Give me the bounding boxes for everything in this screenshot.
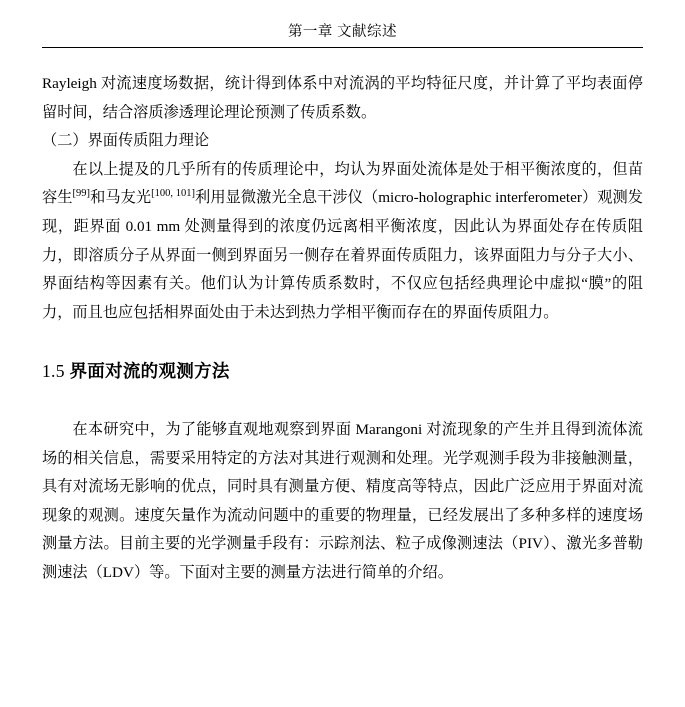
subsection-heading: （二）界面传质阻力理论 — [42, 132, 210, 150]
para2-part-c: 利用显微激光全息干涉仪（micro-holographic interferometer）观测发现，距界面 0.01 mm 处测量得到的浓度仍远离相平衡浓度，因此认为界面处存在传质阻力，即溶质分子从界面一侧到界面另一侧存在着界面传质阻力，该界面阻力与分子大小、界面结构等因素有关。他们认为计算传质系数时，不仅应包括经典理论中虚拟“膜”的阻力，而且也应包括相界面处由于未达到热力学相平衡而存在的界面传质阻力。 — [42, 189, 643, 321]
header-divider — [42, 47, 643, 48]
citation-ref-99: [99] — [72, 188, 91, 200]
section-number: 1.5 — [42, 361, 65, 382]
paragraph-continuation: Rayleigh 对流速度场数据，统计得到体系中对流涡的平均特征尺度，并计算了平均表面停留时间，结合溶质渗透理论理论预测了传质系数。 — [42, 75, 643, 121]
section-heading — [42, 357, 643, 386]
para2-part-a: 在以上提及的几乎所有的传质理论中，均认为界面处流体是处于相平衡浓度的，但苗容生 — [42, 160, 643, 207]
page-header — [42, 0, 643, 47]
para2-part-b: 和马友光 — [90, 189, 152, 207]
running-title: 第一章 文献综述 — [287, 24, 398, 40]
page-body — [42, 70, 643, 588]
section-spacer — [42, 390, 643, 416]
section-title-text: 界面对流的观测方法 — [69, 361, 230, 382]
paragraph-interfacial-resistance — [42, 156, 643, 328]
citation-ref-100-101: [100, 101] — [151, 188, 195, 200]
paragraph-observation-methods: 在本研究中，为了能够直观地观察到界面 Marangoni 对流现象的产生并且得到流体流场的相关信息，需要采用特定的方法对其进行观测和处理。光学观测手段为非接触测量，具有对流场无影响的优点，同时具有测量方便、精度高等特点，因此广泛应用于界面对流现象的观测。速度矢量作为流动问题中的重要的物理量，已经发展出了多种多样的速度场测量方法。目前主要的光学测量手段有：示踪剂法、粒子成像测速法（PIV）、激光多普勒测速法（LDV）等。下面对主要的测量方法进行简单的介绍。 — [42, 420, 643, 581]
